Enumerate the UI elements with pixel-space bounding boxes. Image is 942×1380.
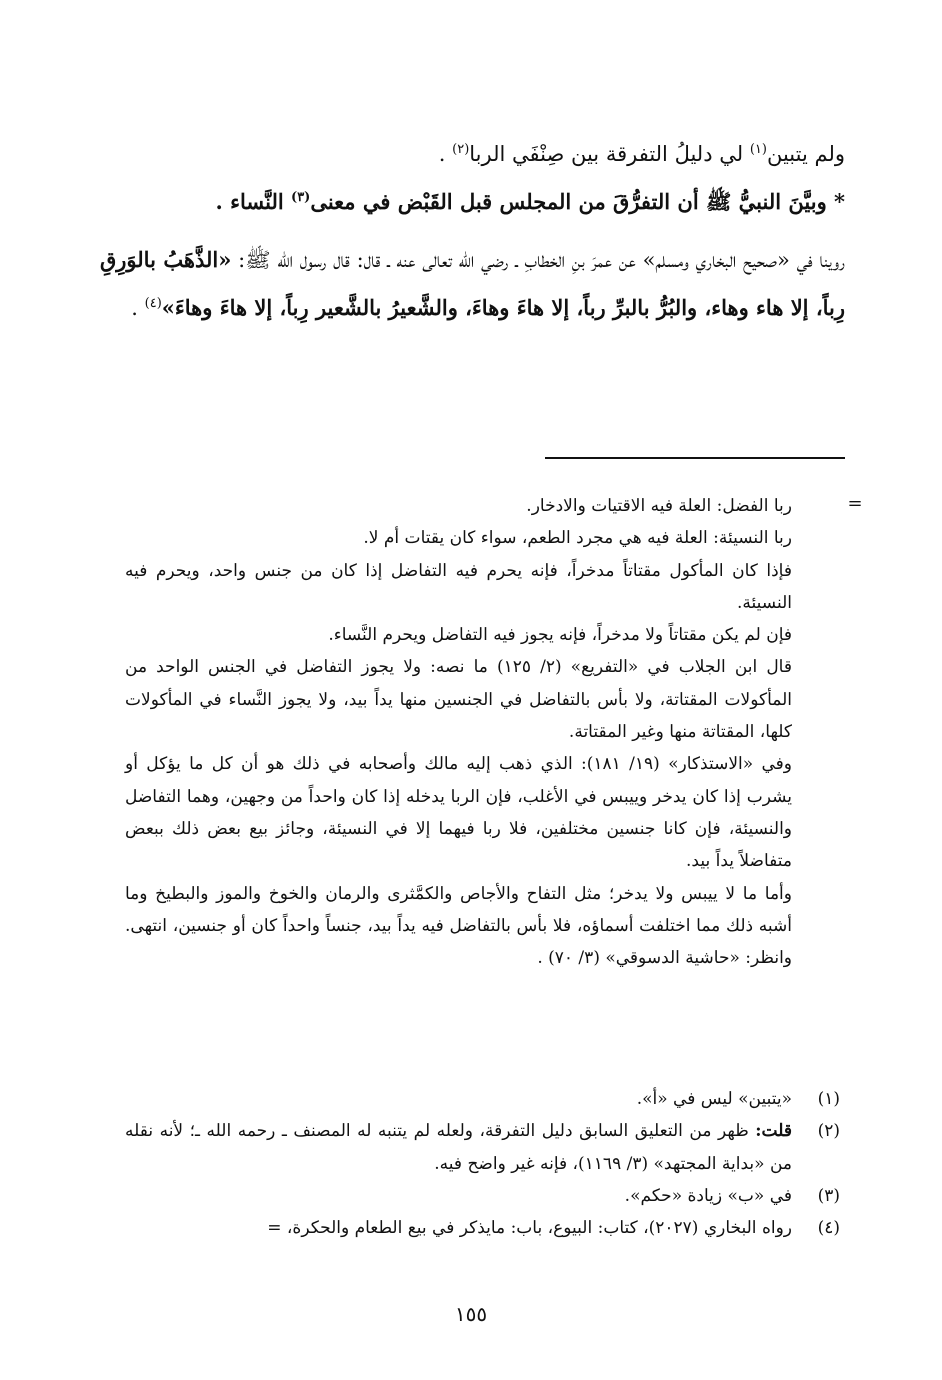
footnote-text <box>125 1115 792 1180</box>
heading-end: النَّساء . <box>215 189 292 214</box>
note-line: وفي «الاستذكار» (١٩/ ١٨١): الذي ذهب إليه مالك وأصحابه في ذلك هو أن كل ما يؤكل أو يشرب إذا كان يدخر وييبس في الأغلب، فإن الربا يدخله إذا كان واحداً من وجهين، وهما التفاضل والنسيئة، فإن كانا جنسين مختلفين، فلا ربا فيهما إلا في النسيئة، وجائز بيع بعض ذلك ببعض متفاضلاً يداً بيد. <box>125 754 793 872</box>
footnote-text: رواه البخاري (٢٠٢٧)، كتاب: البيوع، باب: مايذكر في بيع الطعام والحكرة، = <box>267 1218 792 1239</box>
footnote-1 <box>125 1083 840 1115</box>
footnote-divider <box>545 457 845 459</box>
note-line: قال ابن الجلاب في «التفريع» (٢/ ١٢٥) ما نصه: ولا يجوز التفاضل في الجنس الواحد من المأكولات المقتاتة، ولا بأس بالتفاضل في الجنسين منها يداً بيد، ولا يجوز النَّساء في المأكولات كلها، المقتاتة منها وغير المقتاتة. <box>125 657 792 743</box>
page-number: ١٥٥ <box>454 1302 488 1326</box>
footnote-text: في «ب» زيادة «حكم». <box>624 1185 792 1206</box>
hadith-paragraph <box>100 236 845 332</box>
intro-text-rest: لي دليلُ التفرقة بين صِنْفَي الربا <box>469 142 750 166</box>
note-line: ربا النسيئة: العلة فيه هي مجرد الطعم، سواء كان يقتات أم لا. <box>363 528 792 549</box>
note-line: فإذا كان المأكول مقتاتاً مدخراً، فإنه يحرم فيه التفاضل إذا كان من جنس واحد، ويحرم فيه النسيئة. <box>125 560 792 613</box>
hadith-quote: «الذَّهَبُ بالوَرِقِ رِباً، إلا هاء وهاء، والبُرُّ بالبرِّ رباً، إلا هاءَ وهاءَ، والشَّعيرُ بالشَّعير رِباً، إلا هاءَ وهاءَ» <box>100 247 845 320</box>
footnote-3 <box>125 1180 840 1212</box>
note-line: ربا الفضل: العلة فيه الاقتيات والادخار. <box>526 496 792 516</box>
footnote-number: (٤) <box>817 1218 840 1239</box>
footnote-4 <box>125 1212 840 1244</box>
footnote-number: (١) <box>817 1089 840 1109</box>
footnote-label: قلت: <box>755 1121 792 1142</box>
footnotes <box>125 1083 840 1244</box>
footnote-body: ظهر من التعليق السابق دليل التفرقة، ولعله لم يتنبه له المصنف ـ رحمه الله ـ؛ لأنه نقله من «بداية المجتهد» (٣/ ١١٦٩)، فإنه غير واضح فيه. <box>125 1121 792 1174</box>
footnote-number: (٣) <box>817 1185 840 1206</box>
intro-line <box>100 130 845 178</box>
intro-end: . <box>438 142 453 166</box>
footnote-number: (٢) <box>817 1121 840 1142</box>
heading-text: * وبيَّنَ النبيُّ ﷺ أن التفرُّقَ من المجلس قبل القَبْض في معنى <box>310 189 845 214</box>
footnote-ref-2: (٢) <box>452 142 470 157</box>
note-line: فإن لم يكن مقتاتاً ولا مدخراً، فإنه يجوز فيه التفاضل ويحرم النَّساء. <box>328 625 792 646</box>
hadith-intro: روينا في «صحيح البخاري ومسلم» عن عمرَ بنِ الخطابِ ـ رضي الله تعالى عنه ـ قال: قال رسول الله ﷺ: <box>231 248 845 272</box>
footnote-ref-1: (١) <box>749 142 767 157</box>
footnote-ref-3: (٣) <box>291 190 311 205</box>
intro-text: ولم يتبين <box>766 142 845 166</box>
section-heading <box>100 178 845 226</box>
footnote-text: «يتبين» ليس في «أ». <box>636 1089 792 1109</box>
hadith-end: . <box>131 296 145 320</box>
continuation-mark: = <box>847 493 863 514</box>
footnote-2 <box>125 1115 840 1180</box>
footnote-ref-4: (٤) <box>144 296 162 311</box>
note-line: وأما ما لا ييبس ولا يدخر؛ مثل التفاح والأجاص والكمَّثرى والرمان والخوخ والموز والبطيخ وما أشبه ذلك مما اختلفت أسماؤه، فلا بأس بالتفاضل فيه يداً بيد، جنساً واحداً كان أو جنسين، انتهى. وانظر: «حاشية الدسوقي» (٣/ ٧٠) . <box>125 883 792 969</box>
continued-note <box>125 490 792 974</box>
main-text <box>100 130 845 332</box>
